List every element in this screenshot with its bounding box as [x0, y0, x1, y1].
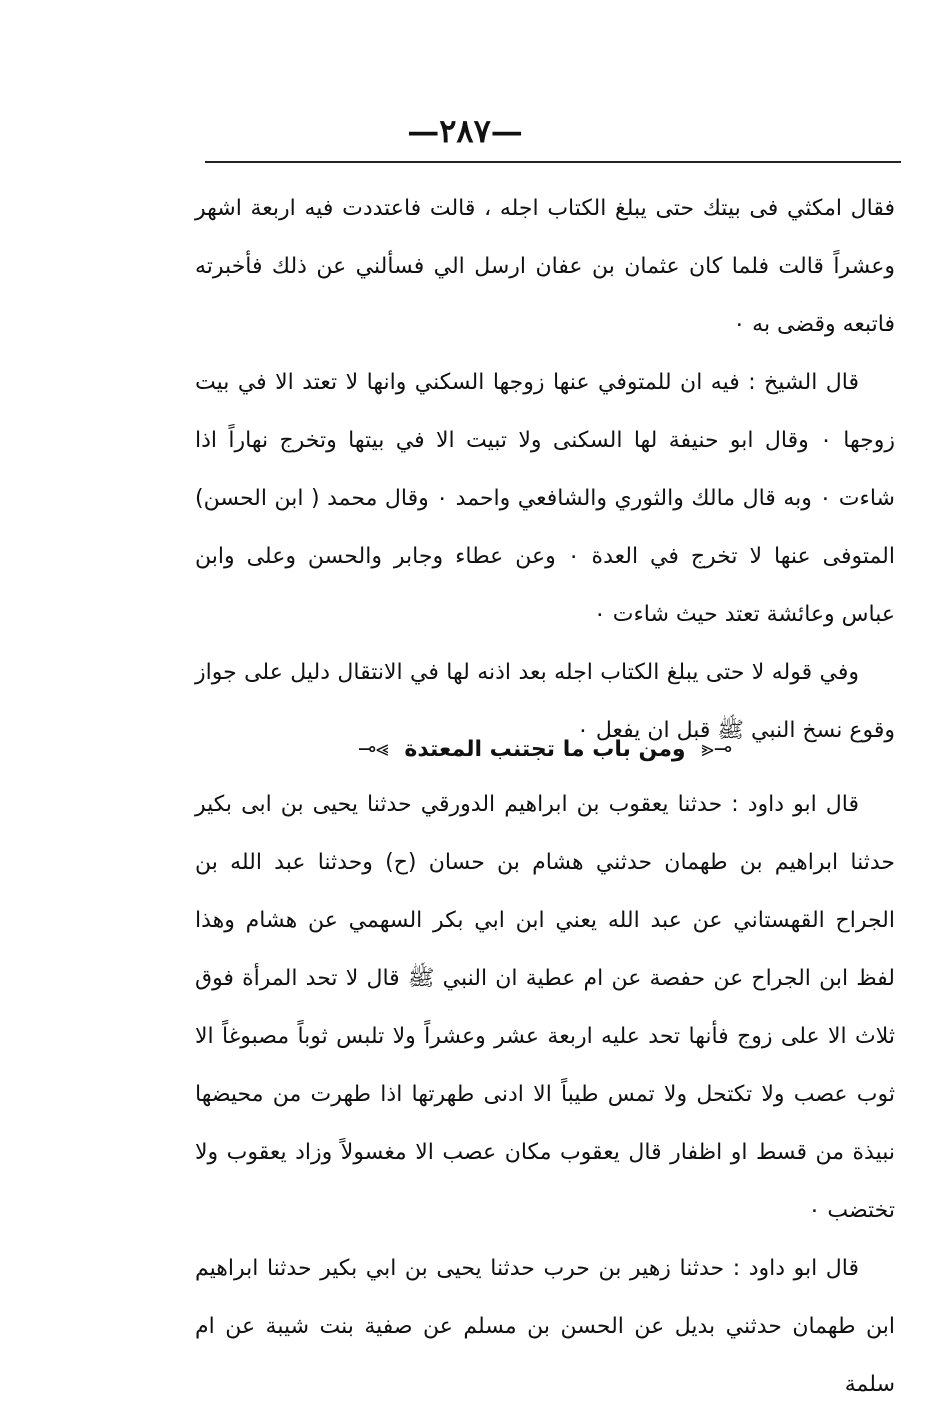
- paragraph: فقال امكثي فى بيتك حتى يبلغ الكتاب اجله ، قالت فاعتددت فيه اربعة اشهر وعشراً قالت فلما كان عثمان بن عفان ارسل الي فسألني عن ذلك فأخبرته فاتبعه وقضى به ٠: [195, 196, 895, 337]
- header-rule: [205, 161, 901, 163]
- paragraph: قال ابو داود : حدثنا يعقوب بن ابراهيم الدورقي حدثنا يحيى بن ابى بكير حدثنا ابراهيم بن طهمان حدثني هشام بن حسان (ح) وحدثنا عبد الله بن الجراح القهستاني عن عبد الله يعني ابن ابي بكر السهمي عن هشام وهذا لفظ ابن الجراح عن حفصة عن ام عطية ان النبي ﷺ قال لا تحد المرأة فوق ثلاث الا على زوج فأنها تحد عليه اربعة عشر وعشراً ولا تلبس ثوباً مصبوغاً الا ثوب عصب ولا تكتحل ولا تمس طيباً الا ادنى طهرتها اذا طهرت من محيضها نبيذة من قسط او اظفار قال يعقوب مكان عصب الا مغسولاً وزاد يعقوب ولا تختضب ٠: [195, 792, 895, 1223]
- paragraph: قال ابو داود : حدثنا زهير بن حرب حدثنا يحيى بن ابي بكير حدثنا ابراهيم ابن طهمان حدثني بديل عن الحسن بن مسلم عن صفية بنت شيبة عن ام سلمة: [195, 1256, 895, 1397]
- paragraph: قال الشيخ : فيه ان للمتوفي عنها زوجها السكني وانها لا تعتد الا في بيت زوجها ٠ وقال ابو حنيفة لها السكنى ولا تبيت الا في بيتها وتخرج نهاراً اذا شاءت ٠ وبه قال مالك والثوري والشافعي واحمد ٠ وقال محمد ( ابن الحسن) المتوفى عنها لا تخرج في العدة ٠ وعن عطاء وجابر والحسن وعلى وابن عباس وعائشة تعتد حيث شاءت ٠: [195, 370, 895, 627]
- ornament-right: ⊸⪡: [701, 737, 733, 762]
- page-number: —٢٨٧—: [407, 112, 523, 150]
- section-heading: [195, 730, 895, 770]
- section-heading-text: ومن باب ما تجتنب المعتدة: [404, 737, 686, 762]
- text-block-bottom: [195, 776, 895, 1414]
- text-block-top: [195, 180, 895, 760]
- ornament-left: ⪢⊸: [357, 737, 389, 762]
- paragraph: وفي قوله لا حتى يبلغ الكتاب اجله بعد اذنه لها في الانتقال دليل على جواز وقوع نسخ النبي ﷺ قبل ان يفعل ٠: [195, 660, 895, 743]
